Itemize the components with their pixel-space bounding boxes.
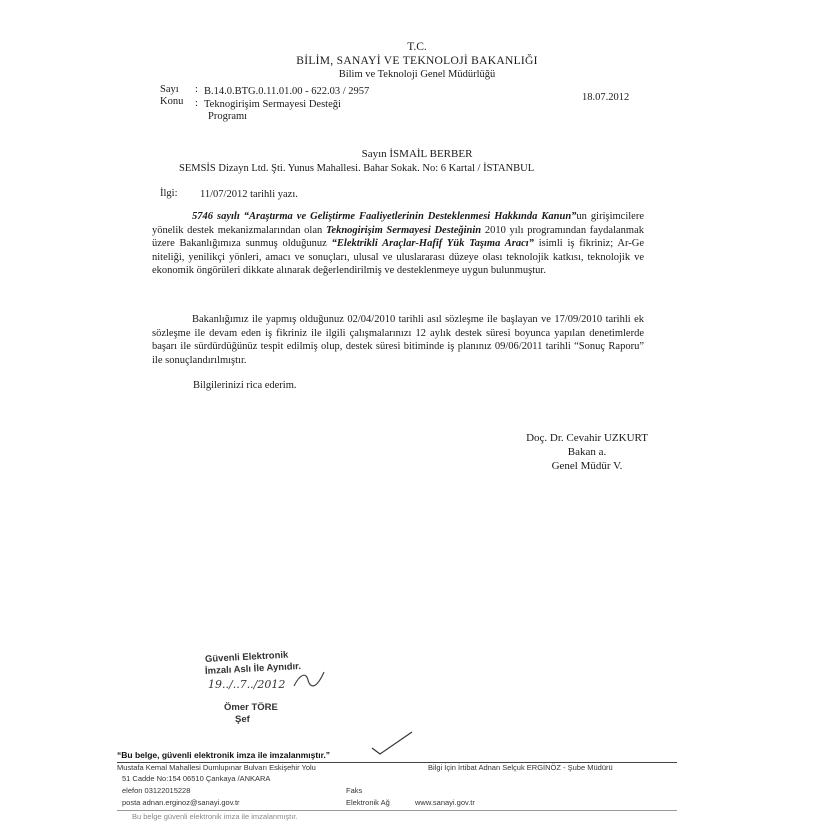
stamp-handwritten-date: 19../..7../2012 xyxy=(208,678,286,691)
footer-website: www.sanayi.gov.tr xyxy=(415,798,475,807)
stamp-title: Şef xyxy=(235,714,250,725)
konu-value-2: Programı xyxy=(208,111,248,122)
footer-contact: Bilgi İçin İrtibat Adnan Selçuk ERGİNÖZ - Şube Müdürü xyxy=(428,763,613,772)
recipient-address: SEMSİS Dizayn Ltd. Şti. Yunus Mahallesi. Bahar Sokak. No: 6 Kartal / İSTANBUL xyxy=(179,163,535,174)
stamp-person: Ömer TÖRE xyxy=(224,702,278,713)
document-page xyxy=(117,30,682,826)
footer-telephone: elefon 03122015228 xyxy=(122,786,191,795)
footer-rule-bottom xyxy=(117,810,677,811)
paragraph-evaluation xyxy=(152,210,644,278)
konu-colon: : xyxy=(195,98,198,109)
footer-address-1: Mustafa Kemal Mahallesi Dumlupınar Bulvarı Eskişehir Yolu xyxy=(117,763,316,772)
sayi-colon: : xyxy=(195,84,198,95)
paragraph-evaluation-text-3: isimli iş fikriniz; Ar-Ge niteliği, yenilikçi yönleri, amacı ve sonuçları, ulusal ve uluslararası düzeye olası teknolojik katkısı, teknolojik ve ekonomik öngörüleri dikkate alınarak değerlendirilmiş ve desteklenmeye uygun bulunmuştur. xyxy=(152,238,644,276)
document-date: 18.07.2012 xyxy=(582,92,630,103)
konu-value-1: Teknogirişim Sermayesi Desteği xyxy=(204,99,341,110)
esign-checkmark-signature xyxy=(370,730,414,756)
header-directorate: Bilim ve Teknoloji Genel Müdürlüğü xyxy=(338,69,496,80)
recipient-name: Sayın İSMAİL BERBER xyxy=(361,148,473,160)
footer-faks-label: Faks xyxy=(346,786,363,795)
paragraph-closing: Bilgilerinizi rica ederim. xyxy=(193,380,297,391)
paragraph-evaluation-text-1: un girişimcilere yönelik destek mekanizmalarından olan xyxy=(152,211,644,236)
program-name: Teknogirişim Sermayesi Desteğinin xyxy=(325,224,482,236)
footer-bottom-note: Bu belge güvenli elektronik imza ile imzalanmıştır. xyxy=(132,812,298,821)
sayi-label: Sayı xyxy=(160,84,179,95)
stamp-signature-scribble xyxy=(292,668,326,692)
footer-eag-label: Elektronik Ağ xyxy=(346,798,390,807)
paragraph-contract: Bakanlığımız ile yapmış olduğunuz 02/04/2010 tarihli asıl sözleşme ile başlayan ve 17/09/2010 tarihli ek sözleşme ile devam eden iş fikriniz ile ilgili çalışmalarınızı 12 aylık destek süresi boyunca yapılan denetimlerde başarı ile sürdürdüğünüz tespit edilmiş olup, destek süresi bitiminde iş planınız 09/06/2011 tarihli “Sonuç Raporu” ile sonuçlandırılmıştır. xyxy=(152,314,644,366)
signature-name: Doç. Dr. Cevahir UZKURT xyxy=(526,432,648,444)
ilgi-label: İlgi: xyxy=(160,188,178,199)
ilgi-value: 11/07/2012 tarihli yazı. xyxy=(200,189,298,200)
header-tc: T.C. xyxy=(407,41,427,53)
footer-eposta: posta adnan.erginoz@sanayi.gov.tr xyxy=(122,798,240,807)
signature-role-2: Genel Müdür V. xyxy=(551,460,623,472)
esign-note: “Bu belge, güvenli elektronik imza ile imzalanmıştır.” xyxy=(117,750,331,760)
project-name: “Elektrikli Araçlar-Hafif Yük Taşıma Aracı” xyxy=(331,238,534,249)
signature-role-1: Bakan a. xyxy=(567,446,607,458)
konu-label: Konu xyxy=(160,96,184,107)
law-reference: 5746 sayılı “Araştırma ve Geliştirme Faaliyetlerinin Desteklenmesi Hakkında Kanun” xyxy=(192,211,577,222)
stamp-line-1: Güvenli Elektronik xyxy=(204,649,289,665)
sayi-value: B.14.0.BTG.0.11.01.00 - 622.03 / 2957 xyxy=(204,86,370,97)
header-ministry: BİLİM, SANAYİ VE TEKNOLOJİ BAKANLIĞI xyxy=(296,55,538,67)
stamp-line-2: İmzalı Aslı İle Aynıdır. xyxy=(204,660,302,677)
footer-address-2: 51 Cadde No:154 06510 Çankaya /ANKARA xyxy=(122,774,271,783)
paragraph-evaluation-text-2: 2010 yılı programından faydalanmak üzere Bakanlığımıza sunmuş olduğunuz xyxy=(152,224,644,249)
